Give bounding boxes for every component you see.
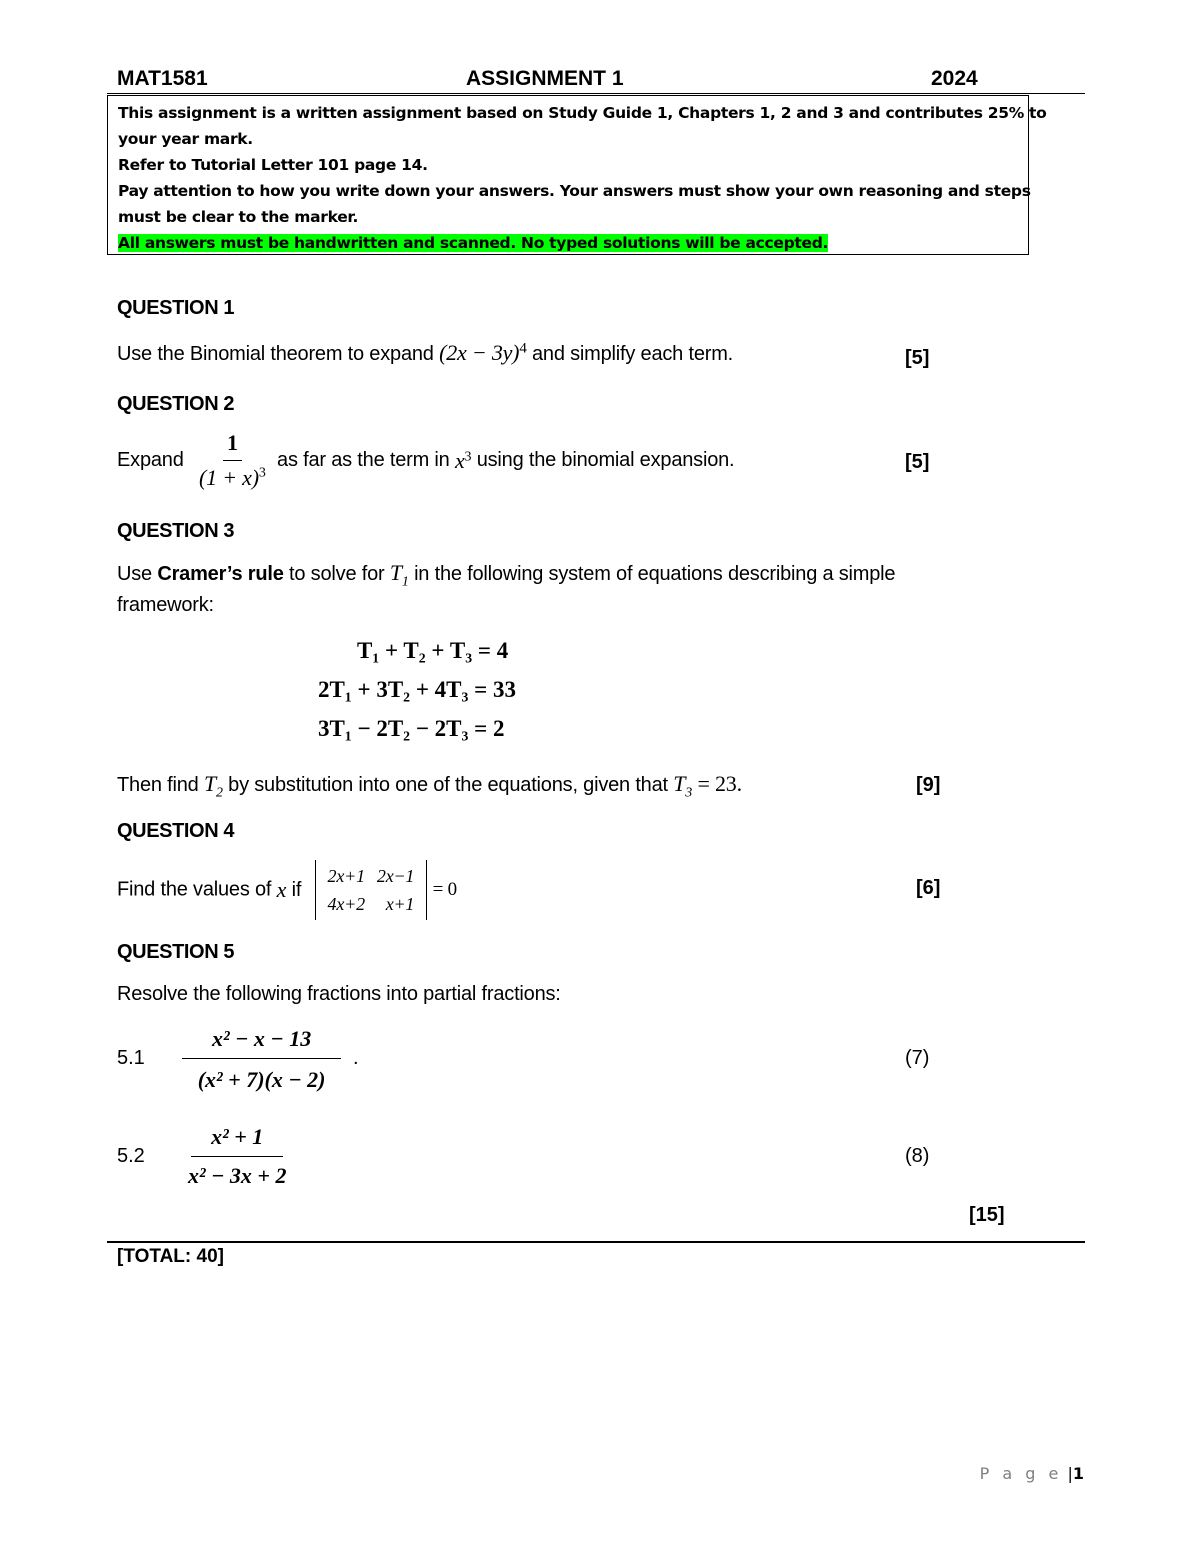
instructions-line: This assignment is a written assignment based on Study Guide 1, Chapters 1, 2 and 3 and contributes 25% to (118, 104, 1047, 122)
part-5-2-label: 5.2 (117, 1145, 145, 1167)
total-rule (107, 1241, 1085, 1243)
question-3-text-2: framework: (117, 594, 214, 616)
question-1-marks: [5] (905, 347, 930, 369)
equation-2: 2T₁ + 3T₂ + 4T₃ = 33 (318, 677, 517, 702)
question-5-heading: QUESTION 5 (117, 941, 235, 963)
page-separator: | (1067, 1464, 1073, 1483)
course-code: MAT1581 (117, 67, 208, 90)
part-5-1-fraction: $\frac{\text{x² − x − 13}}{\text{(x² + 7)(x − 2)}}$ (182, 1026, 341, 1093)
question-5-text: Resolve the following fractions into partial fractions: (117, 983, 561, 1005)
question-3-text: Use Cramer’s rule to solve for $T_1$ in the following system of equations describing a simple (117, 560, 896, 590)
part-5-1-label: 5.1 (117, 1047, 145, 1069)
question-3-marks: [9] (916, 774, 941, 796)
part-5-1-dot: . (353, 1047, 359, 1069)
year: 2024 (931, 67, 978, 90)
page-number: 1 (1072, 1464, 1084, 1483)
equation-3: 3T₁ − 2T₂ − 2T₃ = 2 (318, 716, 505, 741)
part-5-2-marks: (8) (905, 1145, 930, 1167)
page-label: P a g e (979, 1464, 1063, 1483)
question-3-then: Then find $T_2$ by substitution into one of the equations, given that $T_3 = 23$. (117, 771, 742, 801)
fraction: $\frac{1}{(1 + x)^3}$ (199, 430, 266, 490)
assignment-title: ASSIGNMENT 1 (466, 67, 624, 90)
determinant: 2x+1 2x−1 4x+2 x+1 (315, 860, 428, 920)
question-1-heading: QUESTION 1 (117, 297, 235, 319)
instructions-line: Refer to Tutorial Letter 101 page 14. (118, 156, 428, 174)
total-marks: [TOTAL: 40] (117, 1246, 224, 1267)
page-footer (980, 1464, 1084, 1483)
question-4-heading: QUESTION 4 (117, 820, 235, 842)
instructions-line: your year mark. (118, 130, 253, 148)
question-4-text: Find the values of x if 2x+1 2x−1 4x+2 x+1 = 0 (117, 860, 457, 920)
equation-1: T₁ + T₂ + T₃ = 4 (357, 638, 509, 663)
part-5-1-marks: (7) (905, 1047, 930, 1069)
question-5-marks: [15] (969, 1204, 1005, 1226)
header-rule (107, 93, 1085, 94)
question-1-text: Use the Binomial theorem to expand $(2x - 3y)^4$ and simplify each term. (117, 340, 734, 365)
instructions-line: must be clear to the marker. (118, 208, 359, 226)
question-3-heading: QUESTION 3 (117, 520, 235, 542)
instructions-line: Pay attention to how you write down your answers. Your answers must show your own reasoning and steps (118, 182, 1031, 200)
binomial-expression: (2x − 3y) (439, 340, 520, 365)
highlighted-instruction: All answers must be handwritten and scanned. No typed solutions will be accepted. (118, 234, 829, 252)
question-2-text: Expand $\frac{1}{(1 + x)^3}$ as far as the term in $x^3$ using the binomial expansion. (117, 430, 735, 490)
question-2-marks: [5] (905, 451, 930, 473)
question-2-heading: QUESTION 2 (117, 393, 235, 415)
question-4-marks: [6] (916, 877, 941, 899)
instructions-box (107, 95, 1047, 255)
part-5-2-fraction: $\frac{\text{x² + 1}}{\text{x² − 3x + 2}}$ (188, 1124, 287, 1188)
